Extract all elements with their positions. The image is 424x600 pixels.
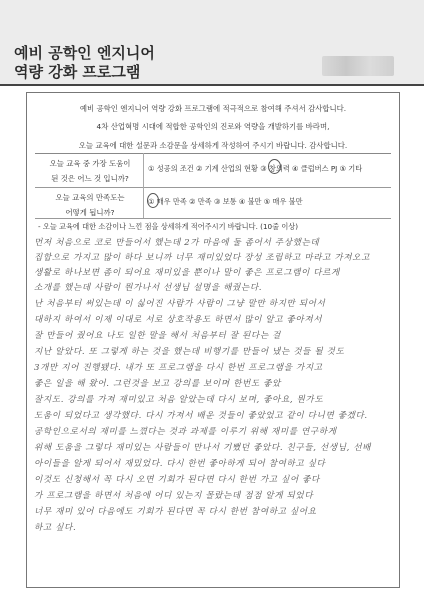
handwritten-line: 도움이 되었다고 생각했다. 다시 가져서 배운 것들이 좋았었고 같이 다니면 좋겠다. [34,411,368,421]
handwritten-line: 생활로 하나보면 좀이 되어요 재미있을 뿐이나 말이 좋은 프로그램이 다르게 [34,268,340,278]
page-title-line2: 역량 강화 프로그램 [14,63,141,81]
handwritten-line: 난 처음부터 써있는데 이 싫어진 사람가 사람이 그냥 말만 하지만 되어서 [34,299,326,309]
handwritten-line: 가 프로그램을 하면서 처음에 어디 있는지 몰랐는데 점점 알게 되었다 [34,491,314,501]
handwritten-line: 이것도 신청해서 꼭 다시 오면 기회가 된다면 다시 한번 가고 싶어 좋다 [34,475,320,485]
handwritten-line: 집합으로 가지고 많이 하다 보니까 너무 재미있었다 장성 조립하고 마라고 가져오고 [34,253,370,263]
question-2-label [37,190,143,220]
handwritten-line: 공학인으로서의 재미를 느꼈다는 것과 과제를 이루기 위해 재미를 연구하게 [34,427,337,437]
handwritten-line: 3개만 지어 진행됐다. 내가 또 프로그램을 다시 한번 프로그램을 가지고 [34,363,323,373]
handwritten-line: 잘 만들어 줬어요 나도 일한 말을 해서 처음부터 잘 된다는 걸 [34,331,281,341]
redacted-logo [322,56,394,76]
question-2-label-line2: 어떻게 됩니까? [65,208,115,217]
handwritten-line: 먼저 처음으로 코로 만들어서 했는데 2가 마음에 둘 좀어서 주상했는데 [34,238,320,248]
question-1-options[interactable]: ① 성공의 조건 ② 기계 산업의 현황 ③ 창의력 ④ 클럽버스 PJ ⑤ 기타 [148,164,363,173]
essay-question: - 오늘 교육에 대한 소감이나 느낀 점을 상세하게 적어주시기 바랍니다. (10줄 이상) [38,222,299,231]
column-separator [143,187,144,218]
handwritten-line: 지난 알았다. 또 그렇게 하는 것을 했는데 비행기를 만들어 냈는 것들 될 것도 [34,347,345,357]
handwritten-line: 아이들을 알게 되어서 재밌었다. 다시 한번 좋아하게 되어 참여하고 싶다 [34,459,326,469]
handwritten-line: 너무 재미 있어 다음에도 기회가 된다면 꼭 다시 한번 참여하고 싶어요 [34,507,317,517]
intro-text-1: 예비 공학인 엔지니어 역량 강화 프로그램에 적극적으로 참여해 주셔서 감사합니다. [79,104,347,113]
intro-text-2: 4차 산업혁명 시대에 적합한 공학인의 진로와 역량을 개발하기를 바라며, [96,122,330,131]
handwritten-line: 대하지 하여서 이제 이대로 서로 상호작용도 하면서 많이 알고 좋아져서 [34,315,323,325]
column-separator [143,153,144,187]
handwritten-line: 잘지도. 강의를 가져 재미있고 처음 알았는데 다시 보며, 좋아요, 뭔가도 [34,395,324,405]
row-divider [35,218,391,219]
question-1-label [37,156,143,186]
handwritten-line: 소개를 했는데 사람이 뭔가나서 선생님 설명을 해줬는다. [34,283,263,293]
row-divider [35,187,391,188]
question-2-label-line1: 오늘 교육의 만족도는 [55,193,125,202]
page-title-line1: 예비 공학인 엔지니어 [14,44,155,62]
handwritten-line: 좋은 일을 해 왔어. 그런것을 보고 강의를 보이며 한번도 좋았 [34,379,281,389]
header-divider [0,84,424,86]
question-2-options[interactable]: ① 매우 만족 ② 만족 ③ 보통 ④ 불만 ⑤ 매우 불만 [148,197,303,206]
table-top-rule [35,153,391,154]
question-1-label-line1: 오늘 교육 중 가장 도움이 [49,159,131,168]
question-1-label-line2: 된 것은 어느 것 입니까? [51,174,129,183]
header-band [0,0,424,84]
handwritten-line: 하고 싶다. [34,523,77,533]
selected-option-circle [268,159,281,174]
handwritten-line: 위해 도움을 그렇다 재미있는 사람들이 만나서 기뻤던 좋았다. 친구들, 선생님, 선배 [34,443,372,453]
intro-text-3: 오늘 교육에 대한 설문과 소감문을 상세하게 작성하여 주시기 바랍니다. 감사합니다. [78,141,348,150]
selected-option-circle [147,193,159,208]
